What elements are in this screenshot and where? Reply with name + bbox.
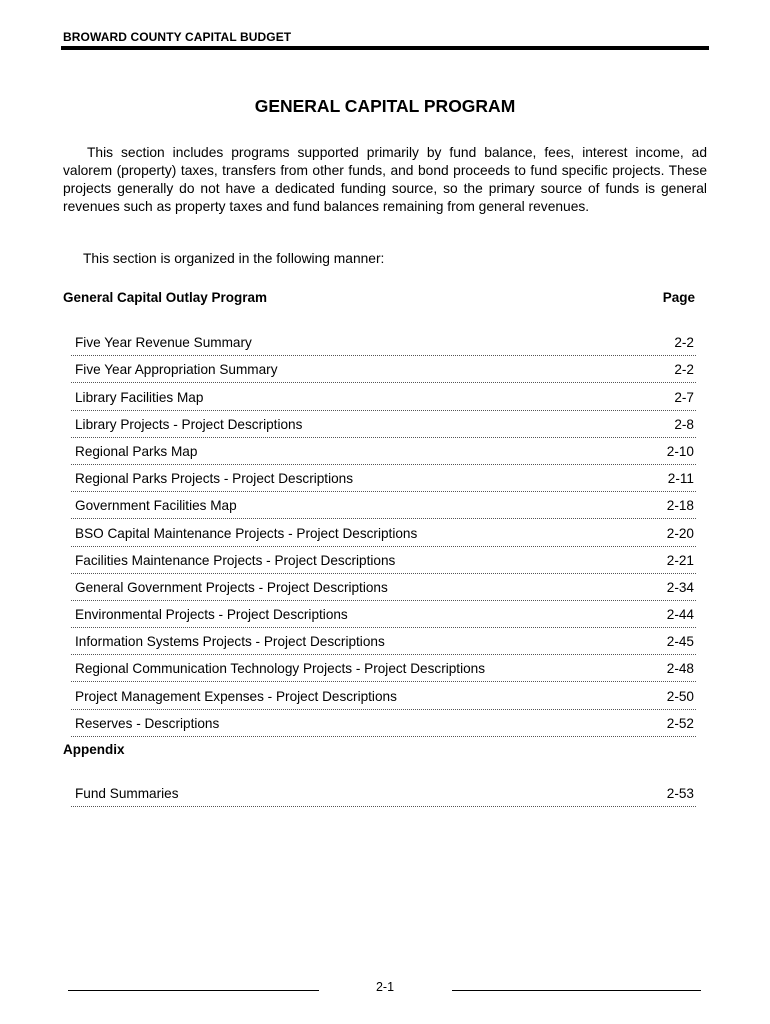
toc-entry-page: 2-52 xyxy=(666,715,694,731)
page-title: GENERAL CAPITAL PROGRAM xyxy=(254,96,516,116)
toc-entry-label: Environmental Projects - Project Descriptions xyxy=(75,607,348,623)
toc-entry[interactable] xyxy=(71,601,696,628)
toc-entry-page: 2-48 xyxy=(666,661,694,677)
toc-entry-page: 2-34 xyxy=(666,579,694,595)
toc-entry[interactable] xyxy=(71,628,696,655)
toc-entry-label: Facilities Maintenance Projects - Project Descriptions xyxy=(75,552,396,568)
toc-entry[interactable] xyxy=(71,356,696,383)
toc-entry-label: Information Systems Projects - Project Descriptions xyxy=(75,634,385,650)
page-number: 2-1 xyxy=(375,980,395,994)
toc-entry-label: Reserves - Descriptions xyxy=(75,715,220,731)
section-heading-label: Appendix xyxy=(63,742,125,757)
header-rule xyxy=(61,46,709,50)
organization-note: This section is organized in the following manner: xyxy=(83,251,385,266)
footer-rule-right xyxy=(452,990,701,991)
toc-entry-page: 2-50 xyxy=(666,688,694,704)
toc-entry[interactable] xyxy=(71,492,696,519)
toc-entry-page: 2-2 xyxy=(674,335,694,351)
toc-entry-label: Library Projects - Project Descriptions xyxy=(75,416,303,432)
toc-entry[interactable] xyxy=(71,547,696,574)
toc-entry-label: Regional Parks Projects - Project Descriptions xyxy=(75,471,354,487)
toc-list-general-capital xyxy=(71,329,696,737)
toc-entry[interactable] xyxy=(71,710,696,737)
section-heading-label: General Capital Outlay Program xyxy=(63,290,268,305)
toc-entry-page: 2-10 xyxy=(666,443,694,459)
toc-entry-page: 2-53 xyxy=(666,786,694,802)
toc-entry-page: 2-2 xyxy=(674,362,694,378)
toc-entry[interactable] xyxy=(71,438,696,465)
toc-entry-label: General Government Projects - Project Descriptions xyxy=(75,579,388,595)
toc-entry[interactable] xyxy=(71,519,696,546)
toc-list-appendix xyxy=(71,780,696,807)
toc-entry-page: 2-7 xyxy=(674,389,694,405)
toc-entry-label: Government Facilities Map xyxy=(75,498,237,514)
toc-entry-page: 2-44 xyxy=(666,607,694,623)
toc-entry-page: 2-11 xyxy=(667,471,694,487)
toc-entry[interactable] xyxy=(71,780,696,807)
toc-entry[interactable] xyxy=(71,465,696,492)
toc-entry-page: 2-20 xyxy=(666,525,694,541)
toc-entry-page: 2-21 xyxy=(666,552,694,568)
toc-entry[interactable] xyxy=(71,411,696,438)
toc-entry-label: Library Facilities Map xyxy=(75,389,204,405)
page-column-label: Page xyxy=(662,290,695,305)
toc-entry[interactable] xyxy=(71,383,696,410)
section-heading-general-capital xyxy=(63,290,695,305)
section-heading-appendix xyxy=(63,742,695,757)
toc-entry-label: Five Year Appropriation Summary xyxy=(75,362,278,378)
running-header: BROWARD COUNTY CAPITAL BUDGET xyxy=(63,30,292,44)
toc-entry-label: BSO Capital Maintenance Projects - Project Descriptions xyxy=(75,525,418,541)
toc-entry-label: Regional Communication Technology Projects - Project Descriptions xyxy=(75,661,486,677)
toc-entry-page: 2-8 xyxy=(674,416,694,432)
toc-entry-label: Fund Summaries xyxy=(75,786,179,802)
toc-entry[interactable] xyxy=(71,682,696,709)
toc-entry[interactable] xyxy=(71,574,696,601)
toc-entry-page: 2-45 xyxy=(666,634,694,650)
toc-entry-page: 2-18 xyxy=(666,498,694,514)
intro-paragraph: This section includes programs supported primarily by fund balance, fees, interest income, ad valorem (property) taxes, transfers from other funds, and bond proceeds to fund specific projects. These projects generally do not have a dedicated funding source, so the primary source of funds is general revenues such as property taxes and fund balances remaining from general revenues. xyxy=(63,145,707,214)
toc-entry-label: Regional Parks Map xyxy=(75,443,198,459)
toc-entry[interactable] xyxy=(71,655,696,682)
toc-entry-label: Five Year Revenue Summary xyxy=(75,335,252,351)
toc-entry[interactable] xyxy=(71,329,696,356)
toc-entry-label: Project Management Expenses - Project Descriptions xyxy=(75,688,397,704)
